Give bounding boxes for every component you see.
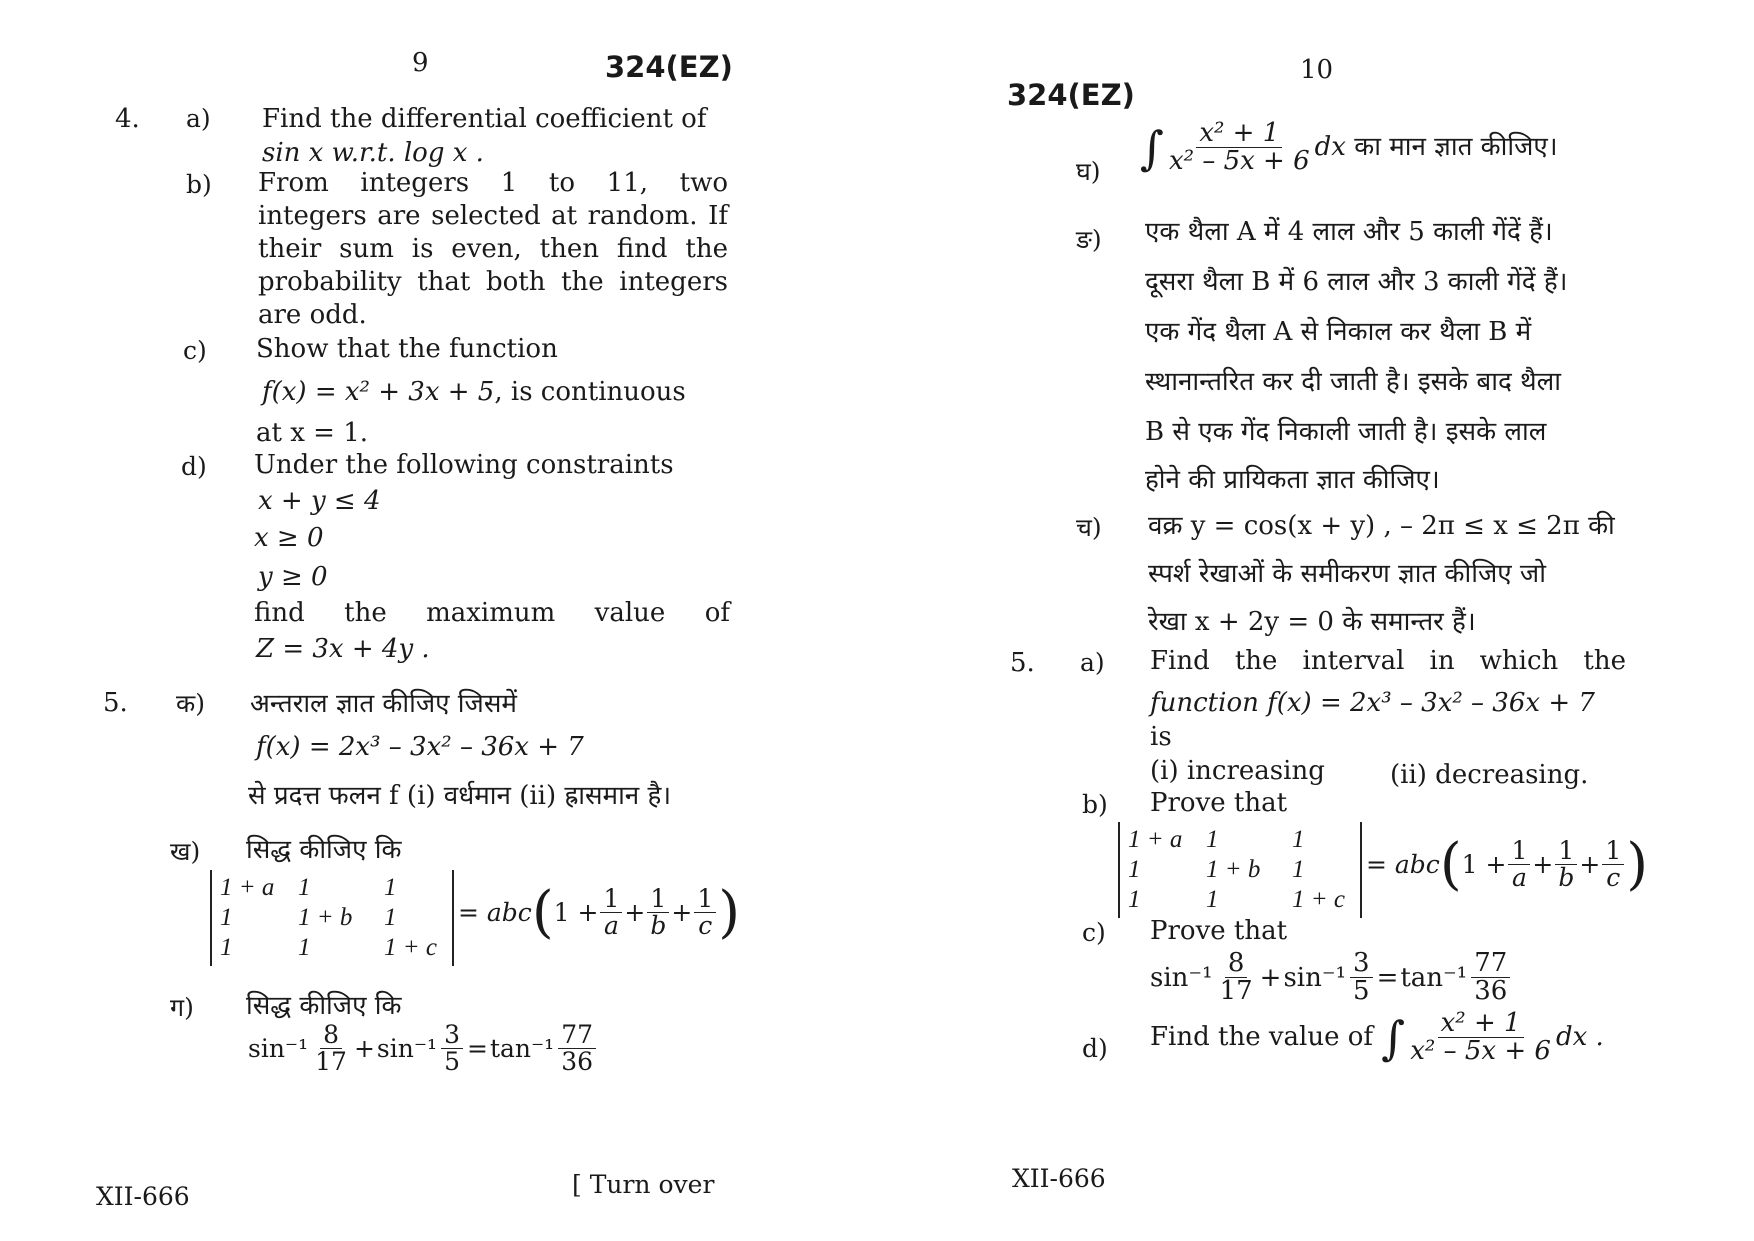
rhs-prefix: = abc [1366,850,1440,879]
fraction-numerator: 1 [1508,838,1530,865]
question-text: सिद्ध कीजिए कि [246,991,402,1021]
matrix-cell: 1 [220,934,233,961]
paper-code: 324(EZ) [605,50,733,84]
matrix-cell: 1 [384,874,397,901]
turn-over: [ Turn over [572,1170,715,1199]
reciprocal-fraction [1602,835,1624,892]
part-label: घ) [1076,157,1101,186]
right-paren: ) [1626,832,1649,897]
fraction-numerator: 1 [600,886,622,913]
fraction-numerator: 1 [694,886,716,913]
reciprocal-fraction [694,883,716,940]
part-label: क) [176,689,205,718]
part-label: ङ) [1076,225,1102,254]
question-text: से प्रदत्त फलन f (i) वर्धमान (ii) ह्रासमान है। [248,781,672,811]
equals-sign: = [1376,962,1399,993]
question-text: Find the differential coefficient of [262,104,707,134]
fraction-numerator: 1 [1602,838,1624,865]
question-number: 4. [115,104,140,134]
determinant-equation [1118,822,1649,922]
fraction-denominator: x² – 5x + 6 [1168,146,1310,177]
fraction-denominator: a [603,911,619,940]
inverse-sine: sin⁻¹ [1150,962,1213,993]
question-text: sin x w.r.t. log x . [262,138,484,168]
fraction-numerator: 8 [1225,950,1248,978]
fraction-numerator: 3 [1350,950,1373,978]
dx: dx . [1555,1021,1604,1052]
matrix-cell: 1 [298,934,311,961]
trig-identity [1150,950,1512,1006]
question-text: find the maximum value of [254,598,730,628]
one-plus: 1 + [1461,850,1507,879]
objective-function: Z = 3x + 4y . [256,634,430,664]
right-page [980,0,1754,1241]
part-label: c) [183,336,207,365]
part-label: b) [186,170,212,199]
question-text: एक गेंद थैला A से निकाल कर थैला B में [1145,317,1532,347]
matrix-cell: 1 [384,904,397,931]
question-text: is [1150,722,1172,752]
identity-fraction [441,1022,463,1076]
question-number: 5. [103,688,128,718]
matrix-cell: 1 + c [384,934,437,961]
plus-sign: + [353,1034,375,1064]
fraction-numerator: 77 [1471,950,1510,978]
left-paren: ( [531,880,554,945]
integral-expression [1150,1010,1604,1066]
question-text: अन्तराल ज्ञात कीजिए जिसमें [250,689,517,719]
integral-sign: ∫ [1140,120,1164,175]
equals-sign: = [466,1034,488,1064]
fraction-denominator: c [698,911,713,940]
question-text: स्पर्श रेखाओं के समीकरण ज्ञात कीजिए जो [1148,559,1546,589]
function-expression [262,377,686,407]
matrix-cell: 1 [1128,886,1141,913]
option-decreasing: (ii) decreasing. [1390,760,1589,790]
question-text: From integers 1 to 11, two integers are selected at random. If their sum is even, then find the probability that both the integers are odd. [258,168,728,330]
function-expression: f(x) = 2x³ – 3x² – 36x + 7 [256,732,584,762]
fraction-denominator: 17 [1219,976,1253,1007]
part-label: d) [1082,1034,1108,1063]
identity-fraction [1217,950,1256,1006]
identity-fraction [558,1022,596,1076]
matrix-cell: 1 [1206,886,1219,913]
reciprocal-fraction [600,883,622,940]
part-label: a) [1080,648,1105,677]
part-label: c) [1082,918,1106,947]
determinant-rhs [458,880,740,945]
matrix-cell: 1 + b [1206,856,1261,883]
matrix-cell: 1 [1292,826,1305,853]
fraction-denominator: 5 [1353,976,1370,1007]
paper-code: 324(EZ) [1007,78,1135,112]
fraction-denominator: b [650,911,667,940]
integral-expression [1140,120,1558,176]
plus-sign: + [1259,962,1282,993]
matrix-cell: 1 + c [1292,886,1345,913]
integral-sign: ∫ [1381,1010,1406,1065]
integral-tail: का मान ज्ञात कीजिए। [1354,131,1558,162]
matrix-cell: 1 + b [298,904,353,931]
integrand-fraction [1166,120,1313,176]
question-text: Prove that [1150,916,1288,946]
footer-code: XII-666 [1012,1164,1106,1193]
function-expression: function f(x) = 2x³ – 3x² – 36x + 7 [1150,688,1595,718]
plus-sign: + [624,898,646,927]
fraction-numerator: x² + 1 [1438,1010,1524,1038]
part-label: ग) [170,993,194,1022]
determinant-rhs [1366,832,1648,897]
fraction-numerator: 1 [1555,838,1577,865]
dx: dx [1314,131,1346,162]
footer-code: XII-666 [96,1182,190,1211]
determinant-equation [210,870,741,970]
fraction-numerator: 3 [441,1022,463,1049]
fraction-denominator: b [1558,863,1575,892]
function-tail: , is continuous [494,377,686,407]
constraint: x ≥ 0 [254,523,324,553]
inverse-tangent: tan⁻¹ [489,1034,555,1064]
part-label: b) [1082,790,1108,819]
integrand-fraction [1407,1010,1554,1066]
reciprocal-fraction [1508,835,1530,892]
question-text: Prove that [1150,788,1288,818]
right-paren: ) [718,880,741,945]
fraction-numerator: 1 [647,886,669,913]
question-text: B से एक गेंद निकाली जाती है। इसके लाल [1145,417,1547,447]
question-text: स्थानान्तरित कर दी जाती है। इसके बाद थैला [1145,367,1562,397]
inverse-tangent: tan⁻¹ [1400,962,1468,993]
fraction-denominator: a [1511,863,1527,892]
plus-sign: + [1579,850,1601,879]
left-paren: ( [1439,832,1462,897]
page-number: 10 [1300,55,1334,85]
fraction-denominator: c [1606,863,1621,892]
question-text: Find the interval in which the [1150,646,1626,676]
part-label: ख) [170,837,201,866]
matrix-cell: 1 [1292,856,1305,883]
one-plus: 1 + [553,898,599,927]
part-label: a) [186,104,211,133]
identity-fraction [1350,950,1373,1006]
fraction-numerator: x² + 1 [1196,120,1282,148]
option-increasing: (i) increasing [1150,756,1325,786]
fraction-denominator: x² – 5x + 6 [1410,1036,1551,1067]
determinant-matrix [1118,822,1362,918]
constraint: y ≥ 0 [258,562,328,592]
left-page [0,0,790,1241]
question-number: 5. [1010,648,1035,678]
matrix-cell: 1 [298,874,311,901]
reciprocal-fraction [1555,835,1577,892]
question-text: Under the following constraints [254,450,674,480]
question-text: at x = 1. [256,418,368,448]
matrix-cell: 1 [1206,826,1219,853]
part-label: d) [181,452,207,481]
constraint: x + y ≤ 4 [258,486,381,516]
question-text: होने की प्रायिकता ज्ञात कीजिए। [1145,465,1440,495]
inverse-sine: sin⁻¹ [1283,962,1347,993]
trig-identity [248,1022,598,1076]
function-formula: f(x) = x² + 3x + 5 [262,377,495,407]
part-label: च) [1076,513,1102,542]
inverse-sine: sin⁻¹ [248,1034,309,1064]
plus-sign: + [1532,850,1554,879]
matrix-cell: 1 [220,904,233,931]
fraction-denominator: 36 [561,1047,594,1077]
matrix-cell: 1 [1128,856,1141,883]
question-text: Find the value of [1150,1021,1374,1052]
fraction-numerator: 77 [558,1022,596,1049]
question-text: वक्र y = cos(x + y) , – 2π ≤ x ≤ 2π की [1148,511,1615,541]
identity-fraction [1471,950,1510,1006]
determinant-matrix [210,870,454,966]
page-number: 9 [412,48,429,78]
fraction-numerator: 8 [320,1022,342,1049]
inverse-sine: sin⁻¹ [376,1034,438,1064]
rhs-prefix: = abc [458,898,532,927]
matrix-cell: 1 + a [220,874,275,901]
question-text: Show that the function [256,334,558,364]
question-text: एक थैला A में 4 लाल और 5 काली गेंदें हैं। [1145,217,1553,247]
identity-fraction [312,1022,350,1076]
question-text: सिद्ध कीजिए कि [246,835,402,865]
fraction-denominator: 5 [444,1047,460,1077]
plus-sign: + [671,898,693,927]
matrix-cell: 1 + a [1128,826,1183,853]
question-text: दूसरा थैला B में 6 लाल और 3 काली गेंदें हैं। [1145,267,1568,297]
question-text: रेखा x + 2y = 0 के समान्तर हैं। [1148,607,1476,637]
fraction-denominator: 17 [315,1047,347,1077]
fraction-denominator: 36 [1474,976,1508,1007]
reciprocal-fraction [647,883,669,940]
